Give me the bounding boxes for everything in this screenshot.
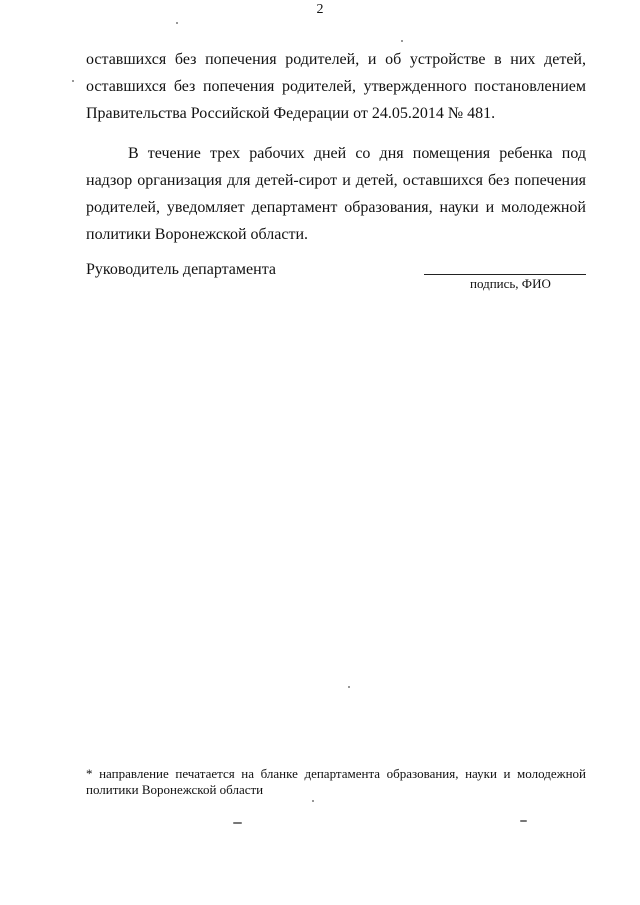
- signature-caption: подпись, ФИО: [470, 276, 551, 291]
- scan-speck: [72, 80, 74, 82]
- scan-speck: [401, 40, 403, 42]
- paragraph-notification: В течение трех рабочих дней со дня помещения ребенка под надзор организация для детей-сирот и детей, оставшихся без попечения родителей, уведомляет департамент образования, науки и молодежной политики Воронежской области.: [86, 145, 586, 243]
- signatory-title: Руководитель департамента: [86, 261, 276, 278]
- paragraph-continuation: оставшихся без попечения родителей, и об устройстве в них детей, оставшихся без попечения родителей, утвержденного постановлением Правительства Российской Федерации от 24.05.2014 № 481.: [86, 51, 586, 122]
- body-text: [86, 46, 586, 248]
- signature-block: [86, 261, 586, 301]
- scan-speck: [233, 822, 242, 824]
- scan-speck: [520, 820, 527, 822]
- signature-line: [424, 274, 586, 275]
- page-number: 2: [316, 2, 324, 17]
- footnote: * направление печатается на бланке департамента образования, науки и молодежной политики Воронежской области: [86, 766, 586, 797]
- scan-speck: [348, 686, 350, 688]
- scan-speck: [312, 800, 314, 802]
- scan-speck: [176, 22, 178, 24]
